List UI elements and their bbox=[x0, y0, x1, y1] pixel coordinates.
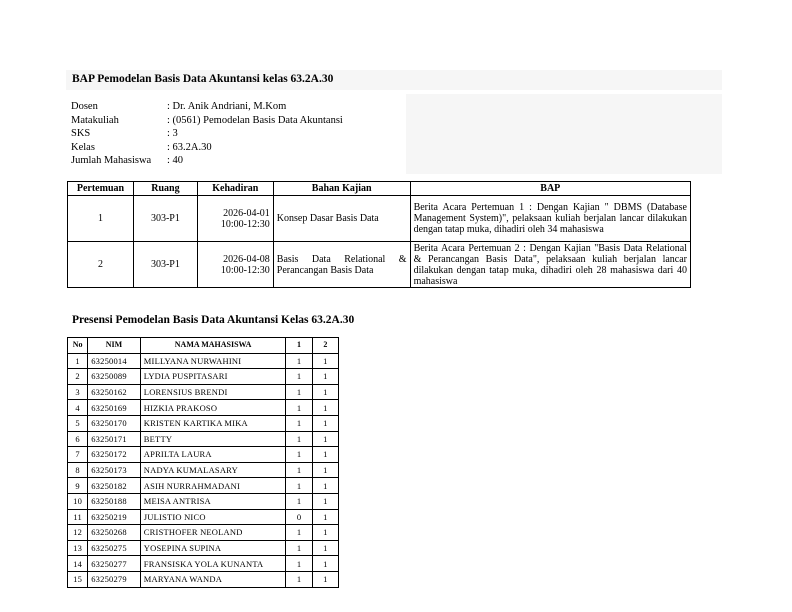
header-no: No bbox=[68, 338, 88, 354]
info-label-dosen: Dosen bbox=[71, 101, 98, 112]
cell-jam: 10:00-12:30 bbox=[220, 264, 270, 276]
cell-pertemuan-2: 1 bbox=[312, 478, 338, 494]
cell-pertemuan-1: 1 bbox=[286, 353, 312, 369]
cell-no: 14 bbox=[68, 556, 88, 572]
cell-no: 3 bbox=[68, 384, 88, 400]
cell-no: 9 bbox=[68, 478, 88, 494]
cell-nama: LYDIA PUSPITASARI bbox=[140, 369, 286, 385]
cell-bahan-kajian: Konsep Dasar Basis Data bbox=[273, 196, 410, 242]
cell-tanggal: 2026-04-08 bbox=[223, 253, 270, 265]
cell-pertemuan-1: 1 bbox=[286, 384, 312, 400]
cell-bap: Berita Acara Pertemuan 1 : Dengan Kajian " DBMS (Database Management System)", pelaksaan kuliah berjalan lancar dilakukan dengan tatap muka, dihadiri oleh 34 mahasiswa bbox=[410, 196, 690, 242]
info-value-sks: : 3 bbox=[167, 128, 178, 139]
cell-pertemuan-2: 1 bbox=[312, 462, 338, 478]
header-nim: NIM bbox=[88, 338, 141, 354]
cell-nama: CRISTHOFER NEOLAND bbox=[140, 525, 286, 541]
cell-no: 4 bbox=[68, 400, 88, 416]
cell-nama: MEISA ANTRISA bbox=[140, 493, 286, 509]
cell-nim: 63250277 bbox=[88, 556, 141, 572]
cell-nama: JULISTIO NICO bbox=[140, 509, 286, 525]
cell-pertemuan-2: 1 bbox=[312, 353, 338, 369]
table-row bbox=[68, 431, 339, 447]
table-row bbox=[68, 571, 339, 587]
table-row bbox=[68, 384, 339, 400]
cell-nim: 63250169 bbox=[88, 400, 141, 416]
table-row bbox=[68, 415, 339, 431]
cell-no: 7 bbox=[68, 447, 88, 463]
cell-nama: BETTY bbox=[140, 431, 286, 447]
cell-pertemuan-1: 1 bbox=[286, 540, 312, 556]
cell-no: 1 bbox=[68, 353, 88, 369]
info-label-kelas: Kelas bbox=[71, 141, 95, 153]
table-row bbox=[68, 242, 691, 288]
cell-no: 13 bbox=[68, 540, 88, 556]
header-kehadiran: Kehadiran bbox=[197, 182, 273, 196]
cell-nama: APRILTA LAURA bbox=[140, 447, 286, 463]
cell-nim: 63250172 bbox=[88, 447, 141, 463]
cell-pertemuan-1: 1 bbox=[286, 447, 312, 463]
cell-nim: 63250170 bbox=[88, 415, 141, 431]
cell-pertemuan-1: 1 bbox=[286, 493, 312, 509]
cell-pertemuan-2: 1 bbox=[312, 415, 338, 431]
cell-kehadiran bbox=[197, 196, 273, 242]
table-row bbox=[68, 509, 339, 525]
cell-nim: 63250089 bbox=[88, 369, 141, 385]
table-row bbox=[68, 540, 339, 556]
cell-nama: NADYA KUMALASARY bbox=[140, 462, 286, 478]
cell-pertemuan-1: 1 bbox=[286, 400, 312, 416]
cell-no: 15 bbox=[68, 571, 88, 587]
bap-title: BAP Pemodelan Basis Data Akuntansi kelas 63.2A.30 bbox=[72, 73, 334, 85]
header-nama: NAMA MAHASISWA bbox=[140, 338, 286, 354]
table-row bbox=[68, 353, 339, 369]
table-row bbox=[68, 400, 339, 416]
bap-table bbox=[67, 181, 691, 288]
cell-pertemuan-1: 1 bbox=[286, 369, 312, 385]
cell-pertemuan-2: 1 bbox=[312, 525, 338, 541]
header-pertemuan: Pertemuan bbox=[68, 182, 134, 196]
info-label-jumlah: Jumlah Mahasiswa bbox=[71, 155, 152, 166]
cell-no: 2 bbox=[68, 369, 88, 385]
cell-nim: 63250171 bbox=[88, 431, 141, 447]
cell-no: 11 bbox=[68, 509, 88, 525]
cell-pertemuan-1: 1 bbox=[286, 478, 312, 494]
cell-nim: 63250162 bbox=[88, 384, 141, 400]
cell-bahan-kajian: Basis Data Relational & Perancangan Basis Data bbox=[273, 242, 410, 288]
presensi-header-row bbox=[68, 338, 339, 354]
header-pertemuan-1: 1 bbox=[286, 338, 312, 354]
bap-header-row bbox=[68, 182, 691, 196]
header-bahan-kajian: Bahan Kajian bbox=[273, 182, 410, 196]
cell-nama: ASIH NURRAHMADANI bbox=[140, 478, 286, 494]
cell-pertemuan-2: 1 bbox=[312, 447, 338, 463]
info-label-sks: SKS bbox=[71, 128, 91, 139]
cell-pertemuan-2: 1 bbox=[312, 493, 338, 509]
info-value-matakuliah: : (0561) Pemodelan Basis Data Akuntansi bbox=[167, 114, 343, 126]
cell-nim: 63250279 bbox=[88, 571, 141, 587]
cell-ruang: 303-P1 bbox=[133, 196, 197, 242]
cell-bap: Berita Acara Pertemuan 2 : Dengan Kajian "Basis Data Relational & Perancangan Basis Data", pelaksaan kuliah berjalan lancar dilakukan dengan tatap muka, dihadiri oleh 28 mahasiswa dari 40 mahasiswa bbox=[410, 242, 690, 288]
cell-nama: MARYANA WANDA bbox=[140, 571, 286, 587]
cell-nim: 63250268 bbox=[88, 525, 141, 541]
presensi-title: Presensi Pemodelan Basis Data Akuntansi Kelas 63.2A.30 bbox=[72, 314, 355, 326]
info-value-kelas: : 63.2A.30 bbox=[167, 141, 212, 153]
cell-tanggal: 2026-04-01 bbox=[223, 207, 270, 219]
cell-no: 12 bbox=[68, 525, 88, 541]
course-info bbox=[71, 100, 391, 170]
cell-nama: YOSEPINA SUPINA bbox=[140, 540, 286, 556]
info-label-matakuliah: Matakuliah bbox=[71, 114, 119, 126]
cell-pertemuan-2: 1 bbox=[312, 556, 338, 572]
cell-pertemuan-2: 1 bbox=[312, 384, 338, 400]
cell-pertemuan-2: 1 bbox=[312, 509, 338, 525]
cell-no: 10 bbox=[68, 493, 88, 509]
info-value-jumlah: : 40 bbox=[167, 155, 184, 166]
presensi-table bbox=[67, 337, 339, 588]
cell-no: 6 bbox=[68, 431, 88, 447]
cell-nama: KRISTEN KARTIKA MIKA bbox=[140, 415, 286, 431]
cell-ruang: 303-P1 bbox=[133, 242, 197, 288]
cell-no: 8 bbox=[68, 462, 88, 478]
cell-pertemuan-1: 1 bbox=[286, 556, 312, 572]
cell-pertemuan-2: 1 bbox=[312, 571, 338, 587]
cell-nim: 63250014 bbox=[88, 353, 141, 369]
cell-nim: 63250173 bbox=[88, 462, 141, 478]
cell-pertemuan-2: 1 bbox=[312, 431, 338, 447]
info-value-dosen: : Dr. Anik Andriani, M.Kom bbox=[167, 101, 287, 112]
cell-pertemuan-1: 1 bbox=[286, 415, 312, 431]
cell-nama: HIZKIA PRAKOSO bbox=[140, 400, 286, 416]
cell-pertemuan-2: 1 bbox=[312, 540, 338, 556]
cell-pertemuan-2: 1 bbox=[312, 369, 338, 385]
table-row bbox=[68, 493, 339, 509]
cell-pertemuan-1: 0 bbox=[286, 509, 312, 525]
table-row bbox=[68, 478, 339, 494]
cell-pertemuan-1: 1 bbox=[286, 571, 312, 587]
cell-pertemuan-2: 1 bbox=[312, 400, 338, 416]
table-row bbox=[68, 369, 339, 385]
cell-nim: 63250188 bbox=[88, 493, 141, 509]
table-row bbox=[68, 556, 339, 572]
cell-no: 5 bbox=[68, 415, 88, 431]
header-bap: BAP bbox=[410, 182, 690, 196]
table-row bbox=[68, 525, 339, 541]
cell-nama: MILLYANA NURWAHINI bbox=[140, 353, 286, 369]
cell-nama: FRANSISKA YOLA KUNANTA bbox=[140, 556, 286, 572]
cell-pertemuan-1: 1 bbox=[286, 462, 312, 478]
cell-pertemuan-1: 1 bbox=[286, 525, 312, 541]
cell-nama: LORENSIUS BRENDI bbox=[140, 384, 286, 400]
table-row bbox=[68, 447, 339, 463]
header-ruang: Ruang bbox=[133, 182, 197, 196]
table-row bbox=[68, 462, 339, 478]
cell-nim: 63250275 bbox=[88, 540, 141, 556]
cell-pertemuan: 1 bbox=[68, 196, 134, 242]
table-row bbox=[68, 196, 691, 242]
cell-pertemuan-1: 1 bbox=[286, 431, 312, 447]
cell-nim: 63250219 bbox=[88, 509, 141, 525]
presensi-body bbox=[68, 353, 339, 587]
header-pertemuan-2: 2 bbox=[312, 338, 338, 354]
cell-nim: 63250182 bbox=[88, 478, 141, 494]
cell-kehadiran bbox=[197, 242, 273, 288]
info-band bbox=[406, 94, 722, 174]
cell-pertemuan: 2 bbox=[68, 242, 134, 288]
cell-jam: 10:00-12:30 bbox=[220, 218, 270, 230]
